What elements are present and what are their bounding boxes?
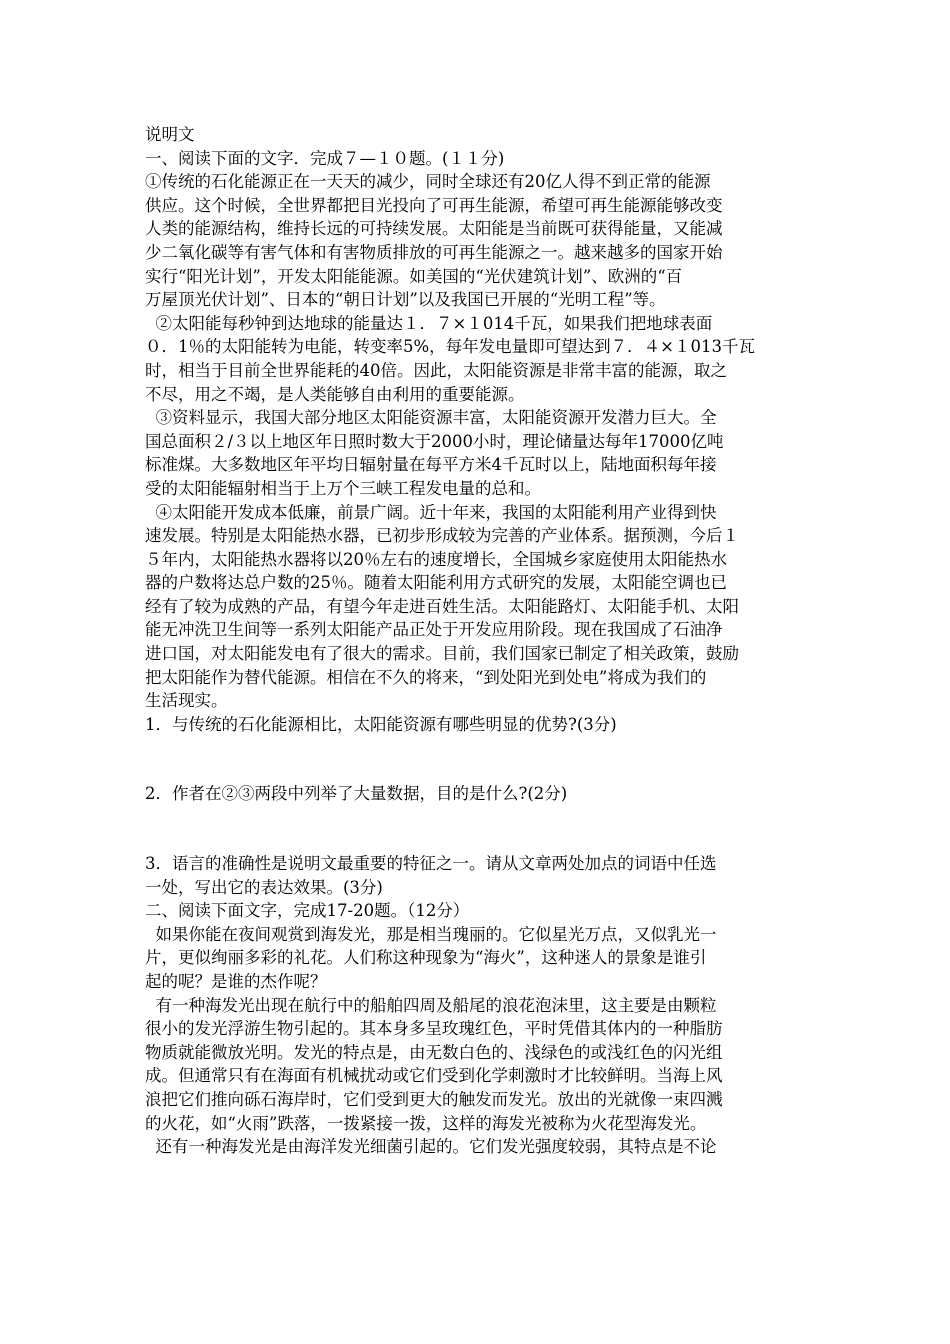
text-line: 时，相当于目前全世界能耗的40倍。因此，太阳能资源是非常丰富的能源，取之 [145,360,727,380]
answer-space-1 [145,736,813,782]
text-line: 供应。这个时候，全世界都把目光投向了可再生能源，希望可再生能源能够改变 [145,195,723,215]
text-line: ０．1％的太阳能转为电能，转变率5%，每年发电量即可望达到７．４×１013千瓦 [145,337,755,357]
text-line: 成。但通常只有在海面有机械扰动或它们受到化学刺激时才比较鲜明。当海上风 [145,1066,723,1086]
section1-paragraph-1 [145,170,813,312]
text-line: 速发展。特别是太阳能热水器，已初步形成较为完善的产业体系。据预测，今后１ [145,526,739,546]
section1-paragraph-2 [145,312,813,406]
section2-heading: 二、阅读下面文字，完成17-20题。（12分） [145,901,470,921]
text-line: ②太阳能每秒钟到达地球的能量达１．７×１014千瓦，如果我们把地球表面 [145,313,713,333]
text-line: ①传统的石化能源正在一天天的减少，同时全球还有20亿人得不到正常的能源 [145,172,711,192]
text-line: 物质就能微放光明。发光的特点是，由无数白色的、浅绿色的或浅红色的闪光组 [145,1042,723,1062]
text-line: 少二氧化碳等有害气体和有害物质排放的可再生能源之一。越来越多的国家开始 [145,242,723,262]
text-line: 浪把它们推向砾石海岸时，它们受到更大的触发而发光。放出的光就像一束四溅 [145,1089,723,1109]
text-line: 很小的发光浮游生物引起的。其本身多呈玫瑰红色，平时凭借其体内的一种脂肪 [145,1019,723,1039]
question-3 [145,852,813,899]
text-line: 3．语言的准确性是说明文最重要的特征之一。请从文章两处加点的词语中任选 [145,854,717,874]
text-line: ③资料显示，我国大部分地区太阳能资源丰富，太阳能资源开发潜力巨大。全 [145,408,717,428]
section2-paragraph-1 [145,923,813,994]
document-page [145,123,813,1159]
text-line: 有一种海发光出现在航行中的船舶四周及船尾的浪花泡沫里，这主要是由颗粒 [145,995,717,1015]
text-line: 一处，写出它的表达效果。(3分) [145,877,383,897]
text-line: 把太阳能作为替代能源。相信在不久的将来，“到处阳光到处电”将成为我们的 [145,667,707,687]
section1-paragraph-4 [145,501,813,713]
section2-paragraph-2 [145,994,813,1136]
text-line: 器的户数将达总户数的25％。随着太阳能利用方式研究的发展，太阳能空调也已 [145,573,727,593]
text-line: 经有了较为成熟的产品，有望今年走进百姓生活。太阳能路灯、太阳能手机、太阳 [145,596,739,616]
text-line: 起的呢？是谁的杰作呢？ [145,972,327,991]
text-line: 实行“阳光计划”，开发太阳能能源。如美国的“光伏建筑计划”、欧洲的“百 [145,266,683,286]
answer-space-2 [145,806,813,852]
section1-paragraph-3 [145,406,813,500]
text-line: 国总面积２/３以上地区年日照时数大于2000小时，理论储量达每年17000亿吨 [145,431,724,451]
text-line: 片，更似绚丽多彩的礼花。人们称这种现象为“海火”，这种迷人的景象是谁引 [145,948,707,968]
question-1: 1．与传统的石化能源相比，太阳能资源有哪些明显的优势?(3分) [145,714,617,734]
text-line: ④太阳能开发成本低廉，前景广阔。近十年来，我国的太阳能利用产业得到快 [145,502,717,522]
text-line: 的火花，如“火雨”跌落，一拨紧接一拨，这样的海发光被称为火花型海发光。 [145,1113,707,1133]
text-line: 能无冲洗卫生间等一系列太阳能产品正处于开发应用阶段。现在我国成了石油净 [145,620,723,640]
text-line: 进口国，对太阳能发电有了很大的需求。目前，我们国家已制定了相关政策，鼓励 [145,644,739,664]
text-line: 还有一种海发光是由海洋发光细菌引起的。它们发光强度较弱，其特点是不论 [145,1137,717,1157]
question-2: 2．作者在②③两段中列举了大量数据，目的是什么?(2分) [145,784,568,804]
section2-paragraph-3 [145,1135,813,1159]
section1-heading: 一、阅读下面的文字．完成７—１０题。(１１分) [145,148,505,168]
document-title: 说明文 [145,125,195,144]
text-line: 受的太阳能辐射相当于上万个三峡工程发电量的总和。 [145,478,541,498]
text-line: 人类的能源结构，维持长远的可持续发展。太阳能是当前既可获得能量，又能减 [145,219,723,239]
text-line: 如果你能在夜间观赏到海发光，那是相当瑰丽的。它似星光万点，又似乳光一 [145,924,717,944]
text-line: 生活现实。 [145,691,228,711]
text-line: 万屋顶光伏计划”、日本的“朝日计划”以及我国已开展的“光明工程”等。 [145,290,666,310]
text-line: 不尽，用之不竭，是人类能够自由利用的重要能源。 [145,384,525,404]
text-line: 标准煤。大多数地区年平均日辐射量在每平方米4千瓦时以上，陆地面积每年接 [145,455,717,475]
text-line: ５年内，太阳能热水器将以20％左右的速度增长，全国城乡家庭使用太阳能热水 [145,549,727,569]
